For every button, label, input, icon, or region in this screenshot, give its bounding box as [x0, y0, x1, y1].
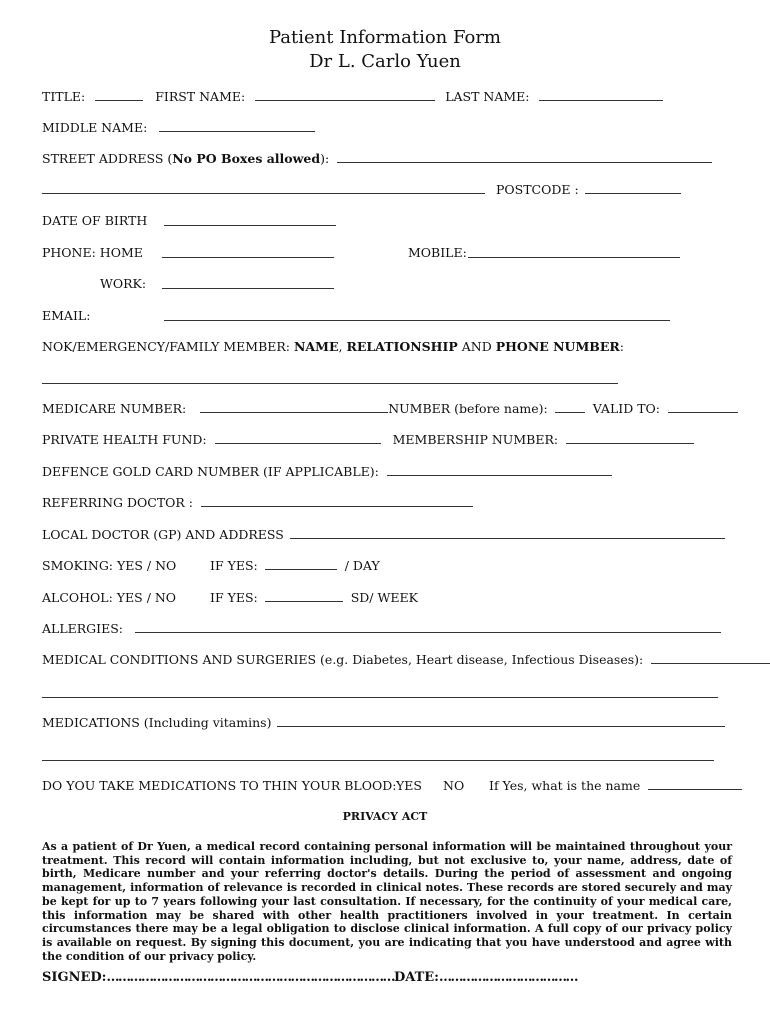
- medications-line-2[interactable]: [42, 760, 714, 761]
- membership-field[interactable]: [566, 432, 694, 444]
- nok-comma: ,: [338, 339, 343, 354]
- thin-blood-yes[interactable]: YES: [396, 778, 422, 793]
- alcohol-amount-field[interactable]: [265, 590, 343, 602]
- signature-row: [42, 970, 577, 985]
- local-doctor-row: [42, 527, 725, 543]
- referring-field[interactable]: [201, 495, 473, 507]
- private-health-field[interactable]: [215, 432, 381, 444]
- nok-and: AND: [461, 339, 492, 354]
- valid-to-label: VALID TO:: [592, 401, 660, 416]
- nok-colon: :: [619, 339, 624, 354]
- form-title: Patient Information Form: [269, 27, 501, 48]
- first-name-label: FIRST NAME:: [155, 89, 246, 104]
- referring-label: REFERRING DOCTOR :: [42, 495, 194, 510]
- nok-phone-label: PHONE NUMBER: [495, 339, 620, 354]
- smoking-amount-field[interactable]: [265, 558, 337, 570]
- conditions-line-2[interactable]: [42, 697, 718, 698]
- middle-name-field[interactable]: [159, 120, 315, 132]
- phone-work-label: WORK:: [100, 276, 147, 291]
- street-address-row: [42, 151, 712, 167]
- dob-label: DATE OF BIRTH: [42, 213, 148, 228]
- defence-field[interactable]: [387, 464, 612, 476]
- private-health-row: [42, 432, 694, 448]
- alcohol-amount-row: [210, 590, 418, 606]
- street-address-field[interactable]: [337, 151, 712, 163]
- thin-blood-no[interactable]: NO: [443, 778, 465, 793]
- dob-field[interactable]: [164, 225, 336, 226]
- number-before-name-label: NUMBER (before name):: [388, 401, 548, 416]
- phone-work-field[interactable]: [162, 288, 334, 289]
- allergies-field[interactable]: [135, 621, 721, 633]
- thin-blood-name-label: If Yes, what is the name: [489, 778, 641, 793]
- defence-row: [42, 464, 612, 480]
- alcohol-unit-label: SD/ WEEK: [350, 590, 418, 605]
- alcohol-label: ALCOHOL: YES / NO: [42, 590, 177, 605]
- mobile-label: MOBILE:: [408, 245, 467, 260]
- privacy-text: As a patient of Dr Yuen, a medical record containing personal information will be maintained throughout your treatment. This record will contain information including, but not exclusive to, your name, address, date of birth, Medicare number and your referring doctor's details. During the period of assessment and ongoing management, information of relevance is recorded in clinical notes. These records are stored securely and may be kept for up to 7 years following your last consultation. If necessary, for the continuity of your medical care, this information may be shared with other health practitioners involved in your treatment. In certain circumstances there may be a legal obligation to disclose clinical information. A full copy of our privacy policy is available on request. By signing this document, you are indicating that you have understood and agree with the condition of our privacy policy.: [42, 840, 732, 963]
- allergies-row: [42, 621, 721, 637]
- thin-blood-label: DO YOU TAKE MEDICATIONS TO THIN YOUR BLOOD:: [42, 778, 397, 793]
- thin-blood-name-field[interactable]: [648, 778, 742, 790]
- thin-blood-name-row: [489, 778, 742, 794]
- postcode-field[interactable]: [585, 182, 681, 194]
- number-before-name-field[interactable]: [555, 401, 585, 413]
- first-name-field[interactable]: [255, 89, 435, 101]
- street-address-label: STREET ADDRESS (: [42, 151, 173, 166]
- local-doctor-label: LOCAL DOCTOR (GP) AND ADDRESS: [42, 527, 284, 542]
- smoking-if-yes-label: IF YES:: [210, 558, 258, 573]
- middle-name-label: MIDDLE NAME:: [42, 120, 148, 135]
- nok-relationship-label: RELATIONSHIP: [346, 339, 458, 354]
- valid-to-field[interactable]: [668, 401, 738, 413]
- conditions-row: [42, 652, 770, 668]
- nok-label: NOK/EMERGENCY/FAMILY MEMBER:: [42, 339, 291, 354]
- medicare-row: [42, 401, 738, 417]
- signed-label: SIGNED:: [42, 970, 107, 985]
- conditions-label: MEDICAL CONDITIONS AND SURGERIES (e.g. Diabetes, Heart disease, Infectious Diseases):: [42, 652, 644, 667]
- medicare-field[interactable]: [200, 401, 388, 413]
- medications-label: MEDICATIONS (Including vitamins): [42, 715, 272, 730]
- last-name-field[interactable]: [539, 89, 663, 101]
- phone-home-label: PHONE: HOME: [42, 245, 143, 260]
- smoking-label: SMOKING: YES / NO: [42, 558, 177, 573]
- street-address-label-end: ):: [320, 151, 330, 166]
- no-po-boxes-note: No PO Boxes allowed: [172, 151, 321, 166]
- membership-label: MEMBERSHIP NUMBER:: [392, 432, 559, 447]
- nok-row: [42, 339, 624, 355]
- date-field[interactable]: ………………………………: [438, 970, 577, 985]
- doctor-name: Dr L. Carlo Yuen: [309, 51, 461, 72]
- postcode-label: POSTCODE :: [496, 182, 579, 197]
- defence-label: DEFENCE GOLD CARD NUMBER (IF APPLICABLE):: [42, 464, 379, 479]
- date-label: DATE:: [393, 970, 439, 985]
- conditions-field[interactable]: [651, 652, 770, 664]
- middle-name-row: [42, 120, 315, 136]
- email-field[interactable]: [164, 320, 670, 321]
- signature-field[interactable]: …………………………………………………………………: [106, 970, 394, 985]
- smoking-unit-label: / DAY: [344, 558, 380, 573]
- name-row: [42, 89, 663, 105]
- nok-field[interactable]: [42, 383, 618, 384]
- medicare-label: MEDICARE NUMBER:: [42, 401, 187, 416]
- mobile-field[interactable]: [468, 257, 680, 258]
- privacy-heading: PRIVACY ACT: [342, 810, 428, 823]
- postcode-row: [496, 182, 681, 198]
- title-label: TITLE:: [42, 89, 86, 104]
- medications-row: [42, 715, 725, 731]
- medications-field[interactable]: [277, 715, 725, 727]
- address-line-2[interactable]: [42, 193, 485, 194]
- title-field[interactable]: [95, 89, 143, 101]
- referring-row: [42, 495, 473, 511]
- email-label: EMAIL:: [42, 308, 91, 323]
- private-health-label: PRIVATE HEALTH FUND:: [42, 432, 207, 447]
- alcohol-if-yes-label: IF YES:: [210, 590, 258, 605]
- nok-name-label: NAME: [294, 339, 339, 354]
- local-doctor-field[interactable]: [290, 527, 725, 539]
- last-name-label: LAST NAME:: [445, 89, 530, 104]
- phone-home-field[interactable]: [162, 257, 334, 258]
- allergies-label: ALLERGIES:: [42, 621, 123, 636]
- smoking-amount-row: [210, 558, 380, 574]
